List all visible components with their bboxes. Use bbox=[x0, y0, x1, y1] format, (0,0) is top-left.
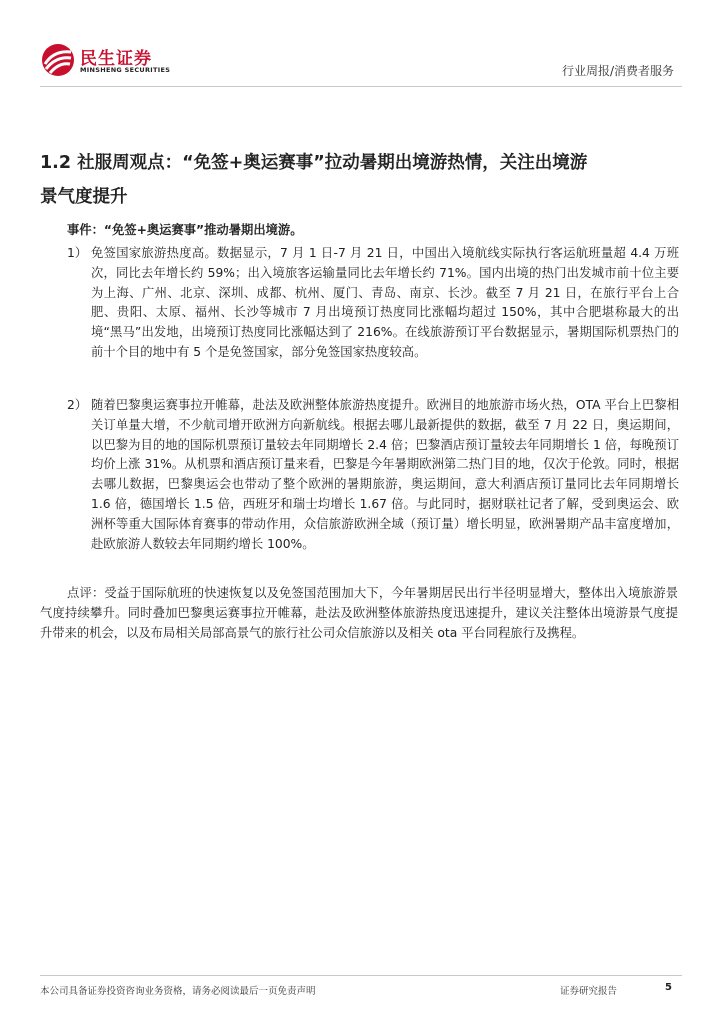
header-divider bbox=[40, 86, 682, 87]
page-number: 5 bbox=[665, 982, 672, 993]
event-heading: 事件：“免签+奥运赛事”推动暑期出境游。 bbox=[67, 223, 303, 237]
brand-name-en: MINSHENG SECURITIES bbox=[80, 66, 171, 74]
list-item bbox=[67, 244, 679, 363]
list-item-text: 免签国家旅游热度高。数据显示，7 月 1 日-7 月 21 日，中国出入境航线实际执行客运航班量超 4.4 万班次，同比去年增长约 59%；出入境旅客运输量同比去年增长约 71%。国内出境的热门出发城市前十位主要为上海、广州、北京、深圳、成都、杭州、厦门、青岛、南京、长沙。截至 7 月 21 日，在旅行平台上合肥、贵阳、太原、福州、长沙等城市 7 月出境预订热度同比涨幅均超过 150%，其中合肥堪称最大的出境“黑马”出发地，出境预订热度同比涨幅达到了 216%。在线旅游预订平台数据显示，暑期国际机票热门的前十个目的地中有 5 个是免签国家，部分免签国家热度较高。 bbox=[91, 246, 679, 359]
footer-divider bbox=[40, 975, 682, 976]
list-item-text: 随着巴黎奥运赛事拉开帷幕，赴法及欧洲整体旅游热度提升。欧洲目的地旅游市场火热，OTA 平台上巴黎相关订单量大增，不少航司增开欧洲方向新航线。根据去哪儿最新提供的数据，截至 7 月 22 日，奥运期间，以巴黎为目的地的国际机票预订量较去年同期增长 2.4 倍；巴黎酒店预订量较去年同期增长 1 倍，每晚预订均价上涨 31%。从机票和酒店预订量来看，巴黎是今年暑期欧洲第二热门目的地，仅次于伦敦。同时，根据去哪儿数据，巴黎奥运会也带动了整个欧洲的暑期旅游，奥运期间，意大利酒店预订量同比去年同期增长 1.6 倍，德国增长 1.5 倍，西班牙和瑞士均增长 1.67 倍。与此同时，据财联社记者了解，受到奥运会、欧洲杯等重大国际体育赛事的带动作用，众信旅游欧洲全域（预订量）增长明显，欧洲暑期产品丰富度增加，赴欧旅游人数较去年同期约增长 100%。 bbox=[91, 398, 679, 551]
list-item bbox=[67, 396, 679, 554]
brand-logo bbox=[40, 42, 180, 78]
comment-paragraph: 点评：受益于国际航班的快速恢复以及免签国范围加大下，今年暑期居民出行半径明显增大，整体出入境旅游景气度持续攀升。同时叠加巴黎奥运赛事拉开帷幕，赴法及欧洲整体旅游热度迅速提升，建议关注整体出境游景气度提升带来的机会，以及布局相关局部高景气的旅行社公司众信旅游以及相关 ota 平台同程旅行及携程。 bbox=[40, 586, 678, 640]
footer-report-type: 证券研究报告 bbox=[560, 986, 618, 997]
minsheng-logo-icon bbox=[40, 42, 76, 78]
list-item-number: 1） bbox=[67, 246, 88, 260]
footer-disclaimer: 本公司具备证券投资咨询业务资格，请务必阅读最后一页免责声明 bbox=[40, 986, 316, 997]
list-item-number: 2） bbox=[67, 398, 88, 412]
report-category: 行业周报/消费者服务 bbox=[561, 64, 674, 78]
brand-name-cn: 民生证券 bbox=[80, 49, 152, 69]
section-title: 1.2 社服周观点：“免签+奥运赛事”拉动暑期出境游热情，关注出境游景气度提升 bbox=[40, 153, 588, 207]
